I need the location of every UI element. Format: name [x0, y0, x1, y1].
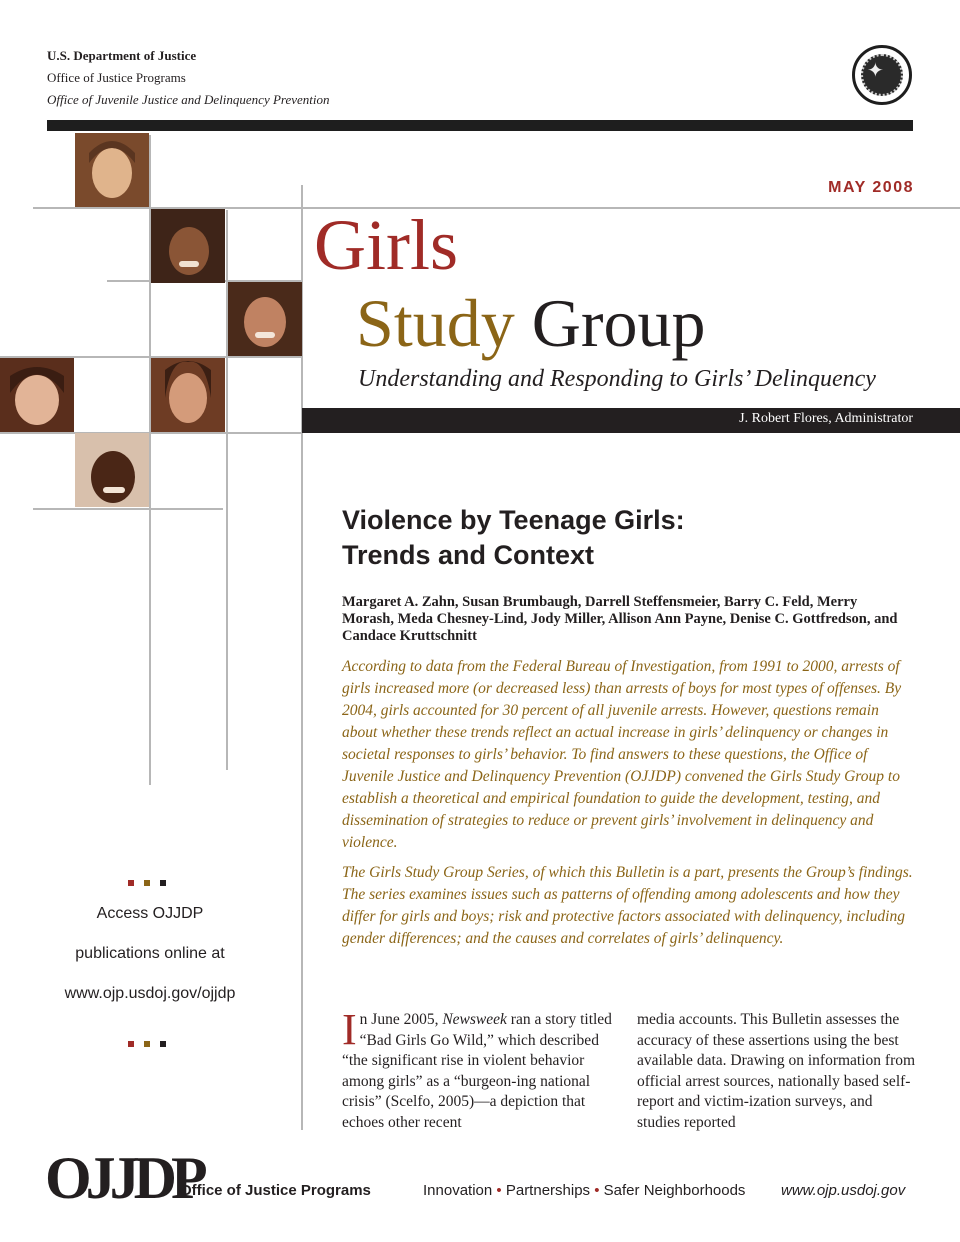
administrator-name: J. Robert Flores, Administrator: [739, 411, 913, 426]
bullet-icon: •: [594, 1182, 600, 1199]
decorative-dots: [128, 1034, 176, 1042]
abstract-paragraph-2: The Girls Study Group Series, of which this Bulletin is a part, presents the Group’s findings. The series examines issues such as patterns of offending among adolescents and how they differ for girls and boys; risk and protective factors associated with delinquency, including gender differences; and the causes and correlates of girls’ delinquency.: [342, 864, 913, 947]
ojjdp-logo: OJJDP: [45, 1145, 202, 1211]
access-line1: Access OJJDP: [96, 905, 204, 922]
grid-line: [0, 432, 302, 434]
access-line2: publications online at: [75, 945, 225, 962]
body-text: n June 2005,: [359, 1011, 443, 1028]
department-name: U.S. Department of Justice: [47, 48, 197, 63]
title-group: Group: [531, 285, 706, 361]
abstract-paragraph-1: According to data from the Federal Bureau of Investigation, from 1991 to 2000, arrests of girls increased more (or decreased less) than arrests of boys for most types of offenses. By 2004, girls accounted for 30 percent of all juvenile arrests. However, questions remain about whether these trends reflect an actual increase in girls’ delinquency or changes in societal responses to girls’ behavior. To find answers to these questions, the Office of Juvenile Justice and Delinquency Prevention (OJJDP) convened the Girls Study Group to establish a theoretical and empirical foundation to guide the development, testing, and dissemination of strategies to reduce or prevent girls’ involvement in delinquency and violence.: [342, 658, 902, 851]
footer-office: Office of Justice Programs: [180, 1182, 371, 1199]
slogan-safer-neighborhoods: Safer Neighborhoods: [603, 1182, 746, 1199]
body-text: ran a story titled “Bad Girls Go Wild,” which described “the significant rise in violent behavior among girls” as a “burgeon-ing national crisis” (Scelfo, 2005)—a depiction that echoes other recent: [342, 1011, 612, 1131]
header-rule: [47, 120, 913, 131]
body-column-2: media accounts. This Bulletin assesses the accuracy of these assertions using the best available data. Drawing on information from official arrest sources, nationally based self-report and victim-ization surveys, and studies reported: [637, 1011, 916, 1131]
grid-line: [33, 508, 223, 510]
title-study: Study: [356, 285, 515, 361]
title-study-group: [356, 283, 705, 363]
agency-block: [47, 45, 330, 111]
footer-url-link[interactable]: www.ojp.usdoj.gov: [781, 1182, 906, 1199]
issue-date: MAY 2008: [828, 179, 914, 196]
bullet-icon: •: [496, 1182, 502, 1199]
title-girls: Girls: [314, 205, 458, 285]
doj-seal-icon: ✦: [852, 45, 912, 105]
access-promo: [40, 894, 260, 1014]
drop-cap: I: [342, 1005, 357, 1054]
slogan-partnerships: Partnerships: [505, 1182, 591, 1199]
article-title-line2: Trends and Context: [342, 540, 595, 570]
photo-girl-6: [75, 433, 149, 507]
photo-girl-3: [228, 282, 302, 356]
article-title: [342, 503, 685, 573]
photo-girl-1: [75, 133, 149, 207]
footer-slogan: [423, 1182, 745, 1199]
photo-girl-5: [151, 358, 225, 432]
slogan-innovation: Innovation: [423, 1182, 493, 1199]
access-url-link[interactable]: www.ojp.usdoj.gov/ojjdp: [64, 985, 236, 1002]
photo-girl-2: [151, 209, 225, 283]
article-authors: Margaret A. Zahn, Susan Brumbaugh, Darrell Steffensmeier, Barry C. Feld, Merry Morash, Meda Chesney-Lind, Jody Miller, Allison Ann Payne, Denise C. Gottfredson, and Candace Kruttschnitt: [342, 594, 898, 644]
newsweek-title: Newsweek: [442, 1011, 507, 1028]
series-subtitle: Understanding and Responding to Girls’ Delinquency: [358, 366, 876, 392]
article-title-line1: Violence by Teenage Girls:: [342, 505, 685, 535]
office-name: Office of Justice Programs: [47, 70, 186, 85]
decorative-dots: [128, 873, 176, 881]
photo-girl-4: [0, 358, 74, 432]
body-column-1: [342, 1005, 622, 1133]
division-name: Office of Juvenile Justice and Delinquency Prevention: [47, 92, 330, 107]
